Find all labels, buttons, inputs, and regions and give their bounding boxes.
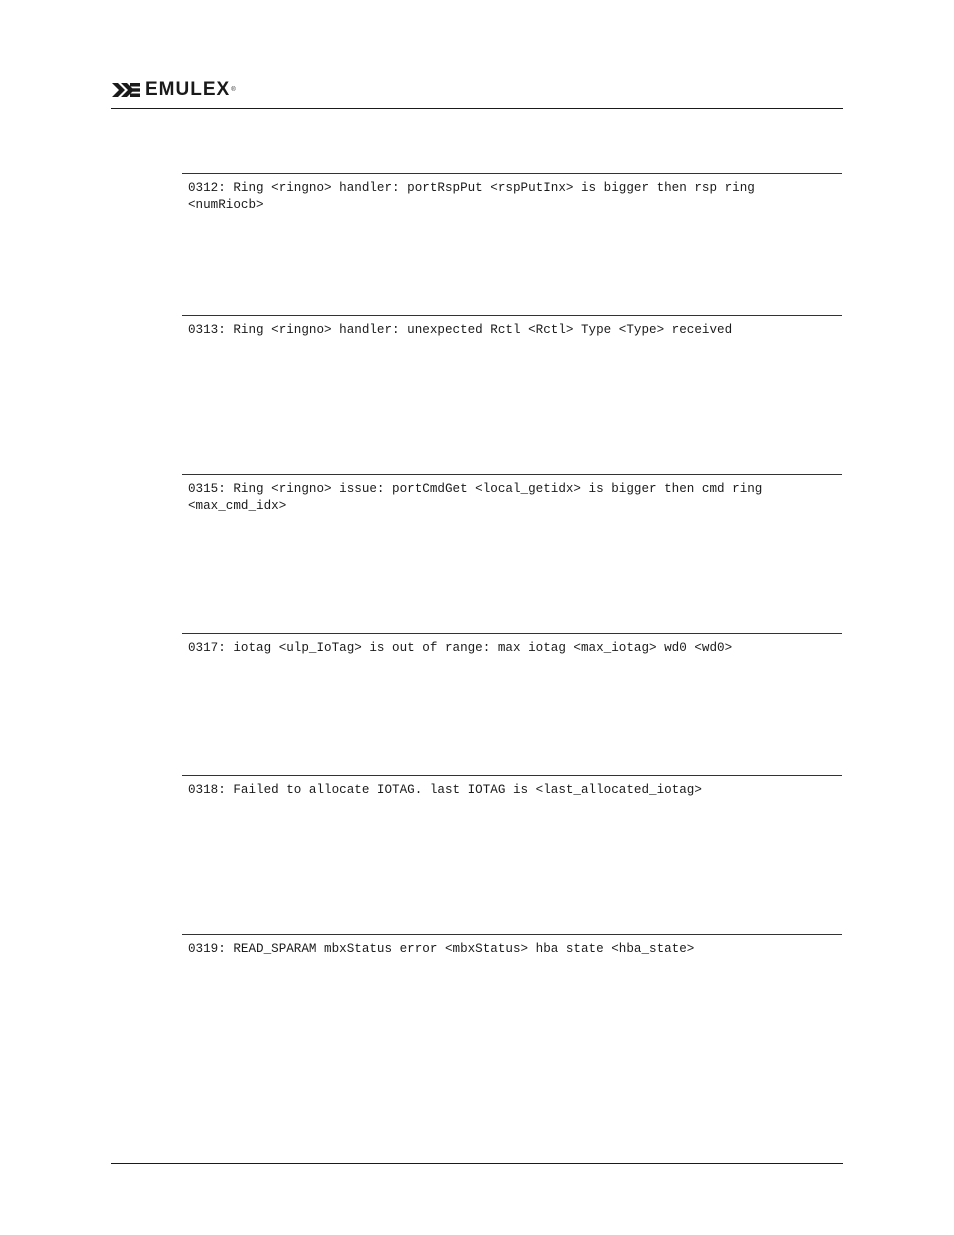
- message-text: 0318: Failed to allocate IOTAG. last IOTAG is <last_allocated_iotag>: [188, 783, 702, 797]
- emulex-logo-icon: [111, 80, 141, 100]
- message-entry-0313: [182, 315, 842, 339]
- message-text: 0313: Ring <ringno> handler: unexpected Rctl <Rctl> Type <Type> received: [188, 323, 733, 337]
- message-entry-0319: [182, 934, 842, 958]
- header-divider: [111, 108, 843, 109]
- message-text: 0319: READ_SPARAM mbxStatus error <mbxStatus> hba state <hba_state>: [188, 942, 695, 956]
- message-entry-0317: [182, 633, 842, 657]
- logo-wordmark: EMULEX: [145, 79, 231, 100]
- trademark-symbol: ®: [231, 87, 236, 93]
- message-text: 0315: Ring <ringno> issue: portCmdGet <local_getidx> is bigger then cmd ring <max_cmd_idx>: [188, 482, 763, 513]
- message-entry-0318: [182, 775, 842, 799]
- message-entry-0312: [182, 173, 842, 214]
- page-header: [111, 76, 843, 109]
- message-text: 0312: Ring <ringno> handler: portRspPut <rspPutInx> is bigger then rsp ring <numRiocb>: [188, 181, 755, 212]
- message-entry-0315: [182, 474, 842, 515]
- message-text: 0317: iotag <ulp_IoTag> is out of range: max iotag <max_iotag> wd0 <wd0>: [188, 641, 733, 655]
- footer-divider: [111, 1163, 843, 1164]
- emulex-logo: [111, 80, 236, 100]
